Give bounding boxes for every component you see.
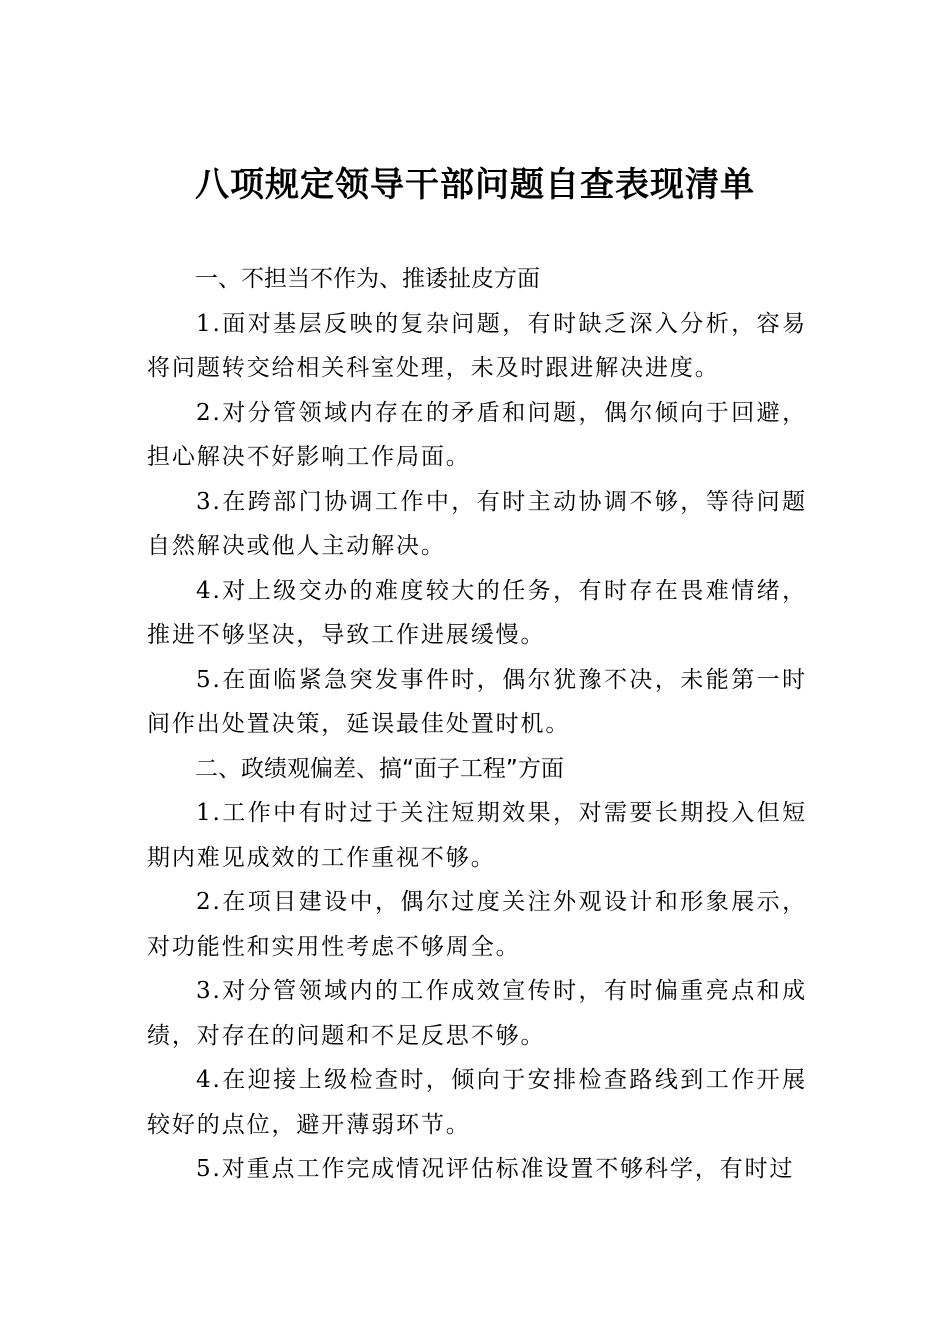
paragraph: 3.对分管领域内的工作成效宣传时，有时偏重亮点和成绩，对存在的问题和不足反思不够。 <box>147 978 807 1049</box>
paragraph: 4.对上级交办的难度较大的任务，有时存在畏难情绪，推进不够坚决，导致工作进展缓慢。 <box>147 577 807 648</box>
paragraph: 5.在面临紧急突发事件时，偶尔犹豫不决，未能第一时间作出处置决策，延误最佳处置时机。 <box>147 666 807 737</box>
section-heading-2: 二、政绩观偏差、搞“面子工程”方面 <box>195 755 564 782</box>
document-body <box>147 257 807 1192</box>
paragraph: 1.工作中有时过于关注短期效果，对需要长期投入但短期内难见成效的工作重视不够。 <box>147 800 807 871</box>
paragraph: 3.在跨部门协调工作中，有时主动协调不够，等待问题自然解决或他人主动解决。 <box>147 488 807 559</box>
paragraph: 2.对分管领域内存在的矛盾和问题，偶尔倾向于回避，担心解决不好影响工作局面。 <box>147 399 807 470</box>
paragraph: 5.对重点工作完成情况评估标准设置不够科学，有时过 <box>196 1156 795 1182</box>
paragraph: 1.面对基层反映的复杂问题，有时缺乏深入分析，容易将问题转交给相关科室处理，未及时跟进解决进度。 <box>147 310 807 381</box>
paragraph: 2.在项目建设中，偶尔过度关注外观设计和形象展示，对功能性和实用性考虑不够周全。 <box>147 889 807 960</box>
section-heading-1: 一、不担当不作为、推诿扯皮方面 <box>195 266 540 292</box>
paragraph: 4.在迎接上级检查时，倾向于安排检查路线到工作开展较好的点位，避开薄弱环节。 <box>147 1067 807 1138</box>
document-title: 八项规定领导干部问题自查表现清单 <box>195 165 755 205</box>
